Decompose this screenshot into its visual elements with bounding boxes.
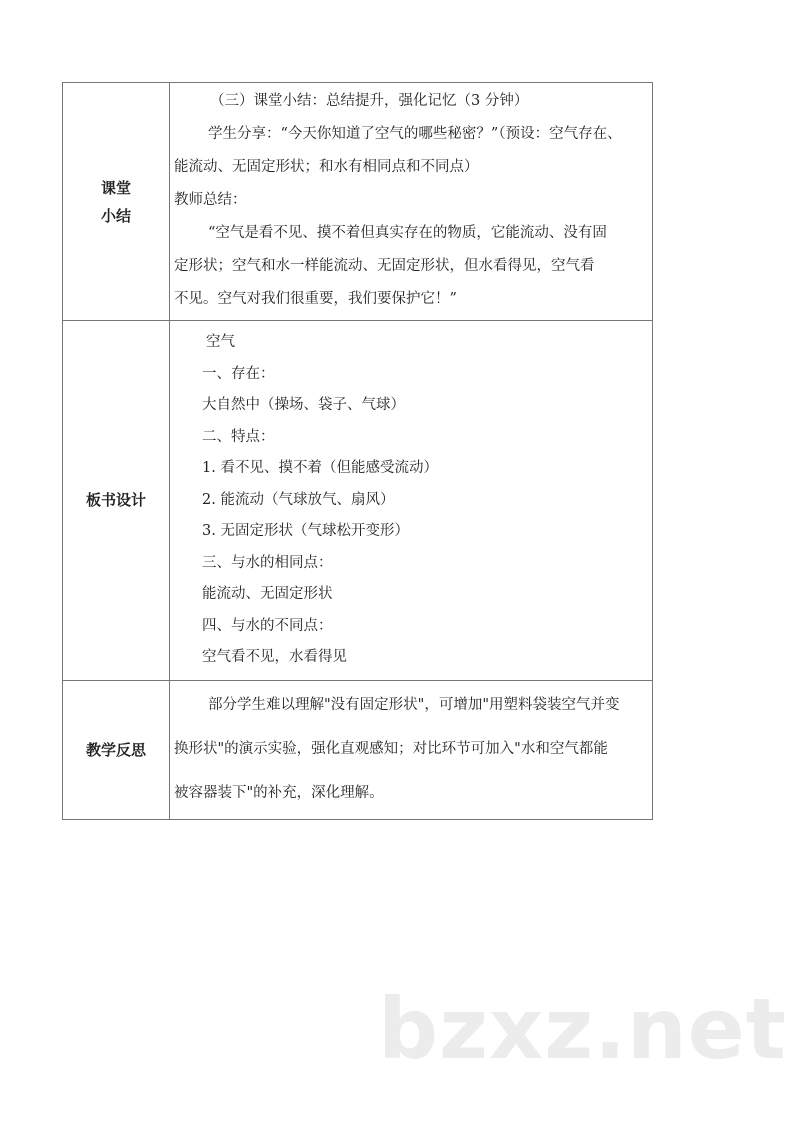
text-line: 大自然中（操场、袋子、气球）	[202, 397, 405, 413]
row-label: 教学反思	[63, 680, 170, 819]
row-teaching-reflection	[63, 680, 653, 819]
text-line: 不见。空气对我们很重要，我们要保护它！”	[174, 291, 457, 307]
label-line: 课堂	[100, 178, 131, 197]
text-line: 空气看不见，水看得见	[202, 649, 347, 665]
text-line: 部分学生难以理解"没有固定形状"，可增加"用塑料袋装空气并变	[208, 696, 620, 713]
lesson-table	[62, 82, 653, 820]
watermark: bzxz.net	[378, 980, 787, 1078]
row-content	[170, 83, 653, 321]
text-line: 能流动、无固定形状	[202, 586, 333, 602]
text-line: 3. 无固定形状（气球松开变形）	[202, 523, 409, 539]
text-line: 能流动、无固定形状；和水有相同点和不同点）	[174, 159, 479, 175]
text-line: 三、与水的相同点：	[202, 554, 333, 571]
text-line: 定形状；空气和水一样能流动、无固定形状，但水看得见，空气看	[174, 258, 595, 274]
text-line: 空气	[206, 334, 235, 350]
row-board-design	[63, 321, 653, 681]
text-line: （三）课堂小结：总结提升，强化记忆（3 分钟）	[210, 93, 529, 109]
text-line: 四、与水的不同点：	[202, 617, 333, 634]
text-line: 1. 看不见、摸不着（但能感受流动）	[202, 460, 438, 476]
text-line: 学生分享：“今天你知道了空气的哪些秘密？”（预设：空气存在、	[208, 126, 622, 142]
label-line: 小结	[100, 206, 131, 225]
text-line: 一、存在：	[202, 365, 275, 382]
row-label	[63, 83, 170, 321]
row-content	[170, 680, 653, 819]
text-line: 被容器装下"的补充，深化理解。	[174, 784, 384, 801]
text-line: 二、特点：	[202, 428, 275, 445]
row-class-summary	[63, 83, 653, 321]
row-content	[170, 321, 653, 681]
text-line: 换形状"的演示实验，强化直观感知；对比环节可加入"水和空气都能	[174, 740, 608, 757]
text-line: “空气是看不见、摸不着但真实存在的物质，它能流动、没有固	[208, 225, 607, 241]
row-label: 板书设计	[63, 321, 170, 681]
text-line: 教师总结：	[174, 192, 247, 208]
text-line: 2. 能流动（气球放气、扇风）	[202, 491, 395, 508]
